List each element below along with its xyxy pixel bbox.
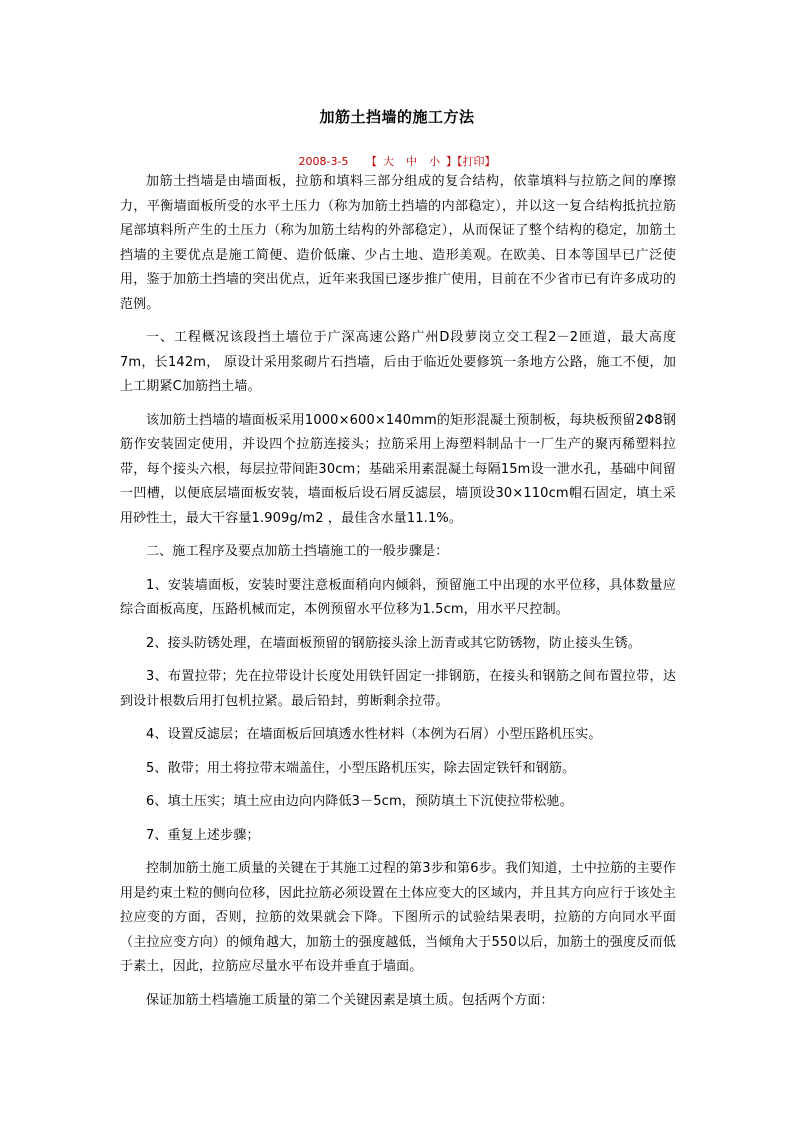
article-meta [0,153,794,169]
paragraph: 7、重复上述步骤； [146,827,260,843]
paragraph: 二、施工程序及要点加筋土挡墙施工的一般步骤是： [146,544,449,559]
font-size-small-link[interactable]: 小 [428,155,440,168]
paragraph: 4、设置反滤层；在墙面板后回填透水性材料（本例为石屑）小型压路机压实。 [146,727,602,742]
paragraph: 5、散带；用土将拉带末端盖住，小型压路机压实，除去固定铁钎和钢筋。 [146,760,576,776]
paragraph: 3、布置拉带；先在拉带设计长度处用铁钎固定一排钢筋，在接头和钢筋之间布置拉带，达到设计根数后用打包机拉紧。最后铅封，剪断剩余拉带。 [120,669,676,709]
paragraph: 加筋土挡墙是由墙面板，拉筋和填料三部分组成的复合结构，依靠填料与拉筋之间的摩擦力，平衡墙面板所受的水平土压力（称为加筋土挡墙的内部稳定），并以这一复合结构抵抗拉筋尾部填料所产生的土压力（称为加筋土结构的外部稳定），从而保证了整个结构的稳定，加筋土挡墙的主要优点是施工简便、造价低廉、少占土地、造形美观。在欧美、日本等国早已广泛使用，鉴于加筋土挡墙的突出优点，近年来我国已逐步推广使用，目前在不少省市已有许多成功的范例。 [120,174,676,312]
font-size-medium-link[interactable]: 中 [405,155,417,168]
paragraph: 控制加筋土施工质量的关键在于其施工过程的第3步和第6步。我们知道，土中拉筋的主要作用是约束土粒的侧向位移，因此拉筋必须设置在土体应变大的区域内，并且其方向应行于该处主拉应变的方面，否则，拉筋的效果就会下降。下图所示的试验结果表明，拉筋的方向同水平面（主拉应变方向）的倾角越大，加筋土的强度越低，当倾角大于550以后，加筋土的强度反而低于素土，因此，拉筋应尽量水平布设并垂直于墙面。 [120,861,676,974]
publish-date: 2008-3-5 [298,155,349,168]
bracket-close: 】 [445,155,457,168]
paragraph: 一、工程概况该段挡土墙位于广深高速公路广州D段萝岗立交工程2－2匝道，最大高度7m，长142m， 原设计采用浆砌片石挡墙，后由于临近处要修筑一条地方公路，施工不便，加上工期紧C加筋挡土墙。 [120,330,676,394]
article-body [120,170,676,1022]
paragraph: 1、安装墙面板，安装时要注意板面稍向内倾斜，预留施工中出现的水平位移，具体数量应综合面板高度，压路机械而定，本例预留水平位移为1.5cm，用水平尺控制。 [120,577,676,617]
page-title: 加筋土挡墙的施工方法 [319,108,475,126]
paragraph: 2、接头防锈处理，在墙面板预留的钢筋接头涂上沥青或其它防锈物，防止接头生锈。 [146,635,641,651]
font-size-controls [366,155,457,168]
bracket-open: 【 [365,155,377,168]
paragraph: 保证加筋土档墙施工质量的第二个关键因素是填土质。包括两个方面： [146,992,554,1008]
paragraph: 6、填土压实；填土应由边向内降低3－5cm，预防填土下沉使拉带松驰。 [146,794,573,809]
paragraph: 该加筋土挡墙的墙面板采用1000×600×140mm的矩形混凝土预制板，每块板预留2Φ8钢筋作安装固定使用，并设四个拉筋连接头；拉筋采用上海塑料制品十一厂生产的聚丙稀塑料拉带，每个接头六根，每层拉带间距30cm；基础采用素混凝土每隔15m设一泄水孔，基础中间留一凹槽，以便底层墙面板安装，墙面板后设石屑反滤层，墙顶设30×110cm帽石固定，填土采用砂性土，最大干容量1.909g/m2 ，最佳含水量11.1%。 [120,412,676,526]
print-link[interactable]: 【打印】 [456,155,496,168]
font-size-large-link[interactable]: 大 [382,155,394,168]
